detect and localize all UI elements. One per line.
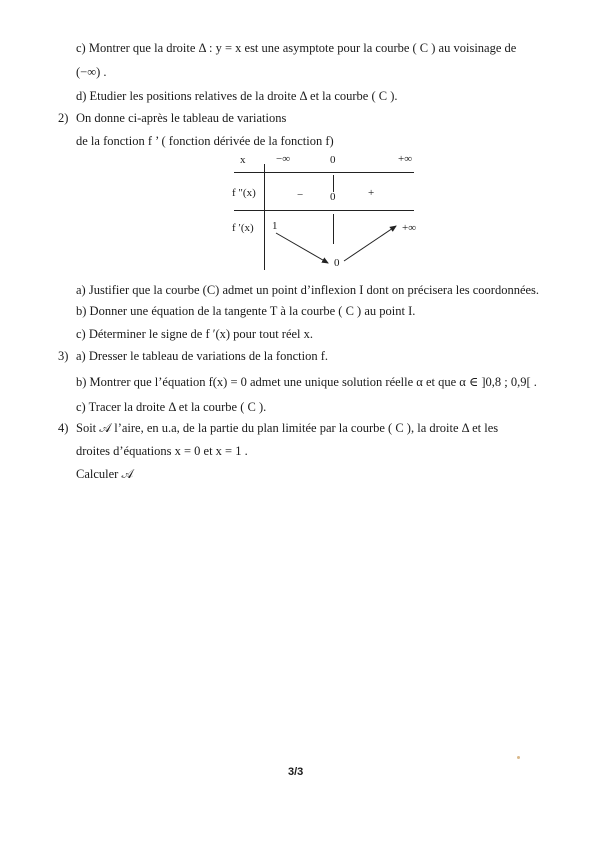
page-number: 3/3 [288,766,304,778]
question-2a: a) Justifier que la courbe (C) admet un point d’inflexion I dont on précisera les coordonnées. [76,283,540,297]
table-value-minimum: 0 [334,257,340,269]
question-1c: c) Montrer que la droite Δ : y = x est une asymptote pour la courbe ( C ) au voisinage de [76,41,517,55]
decreasing-arrow [276,233,328,263]
table-value-left: 1 [272,220,278,232]
table-value-right: +∞ [402,222,417,234]
table-sign-plus: + [368,187,375,199]
question-4-statement-continued: droites d’équations x = 0 et x = 1 . [76,444,248,458]
question-2-intro: On donne ci-après le tableau de variations [76,111,287,125]
question-3c: c) Tracer la droite Δ et la courbe ( C ). [76,400,267,414]
question-2b: b) Donner une équation de la tangente T à la courbe ( C ) au point I. [76,304,416,318]
question-4-task: Calculer 𝒜 [76,467,134,481]
increasing-arrow [344,226,396,261]
table-row1-label: f "(x) [232,187,256,199]
question-2-intro-continued: de la fonction f ’ ( fonction dérivée de la fonction f) [76,134,334,148]
table-sign-zero: 0 [330,191,336,203]
question-number-2: 2) [58,111,69,125]
question-3a: a) Dresser le tableau de variations de la fonction f. [76,349,328,363]
table-x-zero: 0 [330,154,336,166]
table-x-label: x [240,154,246,166]
question-1d: d) Etudier les positions relatives de la droite Δ et la courbe ( C ). [76,89,398,103]
question-4-statement: Soit 𝒜 l’aire, en u.a, de la partie du plan limitée par la courbe ( C ), la droite Δ et les [76,421,499,435]
question-3b: b) Montrer que l’équation f(x) = 0 admet une unique solution réelle α et que α ∈ ]0,8 ; 0,9[ . [76,375,537,389]
table-sign-minus: − [297,189,304,201]
question-number-4: 4) [58,421,69,435]
table-x-plus-infinity: +∞ [398,153,413,165]
table-variation-arrows [0,0,613,300]
paper-speck [517,756,520,759]
table-x-minus-infinity: −∞ [276,153,291,165]
question-1c-continued: (−∞) . [76,65,107,79]
question-2c: c) Déterminer le signe de f ′(x) pour tout réel x. [76,327,314,341]
question-number-3: 3) [58,349,69,363]
table-row2-label: f ′(x) [232,222,254,234]
